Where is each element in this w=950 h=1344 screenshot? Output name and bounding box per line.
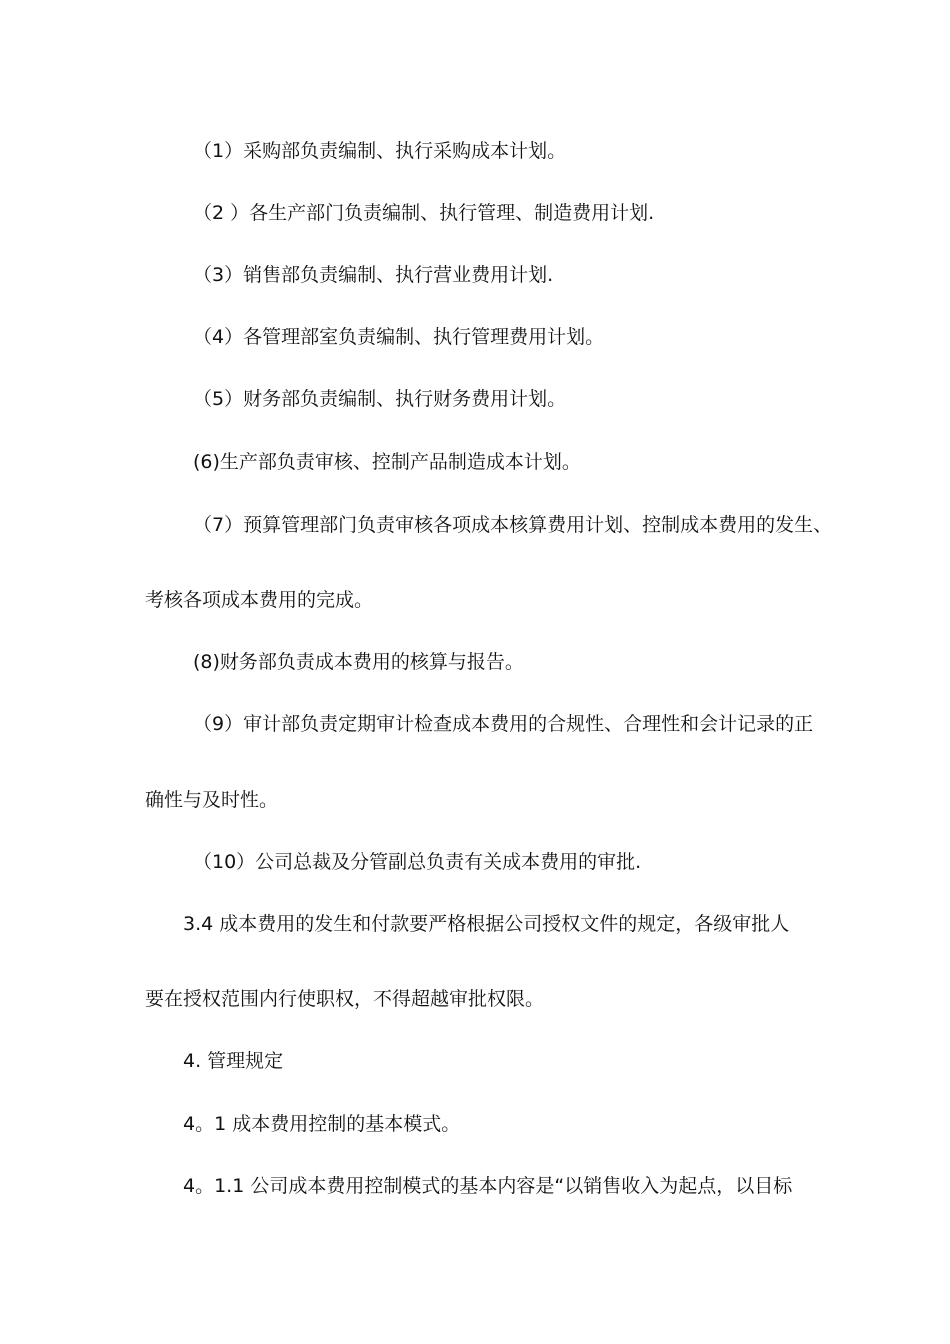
section-heading: 4. 管理规定 [183,1050,284,1072]
paragraph-line-6: (6)生产部负责审核、控制产品制造成本计划。 [193,451,581,473]
paragraph-line-14: 要在授权范围内行使职权，不得超越审批权限。 [145,988,545,1010]
subsection-heading: 4。1 成本费用控制的基本模式。 [183,1113,461,1135]
paragraph-line-13: 3.4 成本费用的发生和付款要严格根据公司授权文件的规定，各级审批人 [183,913,790,935]
paragraph-line-17: 4。1.1 公司成本费用控制模式的基本内容是“以销售收入为起点，以目标 [183,1175,793,1197]
paragraph-line-2: （2 ）各生产部门负责编制、执行管理、制造费用计划. [193,202,655,224]
paragraph-line-11: 确性与及时性。 [145,789,279,811]
paragraph-line-3: （3）销售部负责编制、执行营业费用计划. [193,264,554,286]
paragraph-line-5: （5）财务部负责编制、执行财务费用计划。 [193,388,567,410]
paragraph-line-10: （9）审计部负责定期审计检查成本费用的合规性、合理性和会计记录的正 [193,713,814,735]
paragraph-line-4: （4）各管理部室负责编制、执行管理费用计划。 [193,326,605,348]
paragraph-line-8: 考核各项成本费用的完成。 [145,589,374,611]
paragraph-line-12: （10）公司总裁及分管副总负责有关成本费用的审批. [193,851,642,873]
paragraph-line-9: (8)财务部负责成本费用的核算与报告。 [193,651,524,673]
paragraph-line-7: （7）预算管理部门负责审核各项成本核算费用计划、控制成本费用的发生、 [193,514,833,536]
paragraph-line-1: （1）采购部负责编制、执行采购成本计划。 [193,140,567,162]
